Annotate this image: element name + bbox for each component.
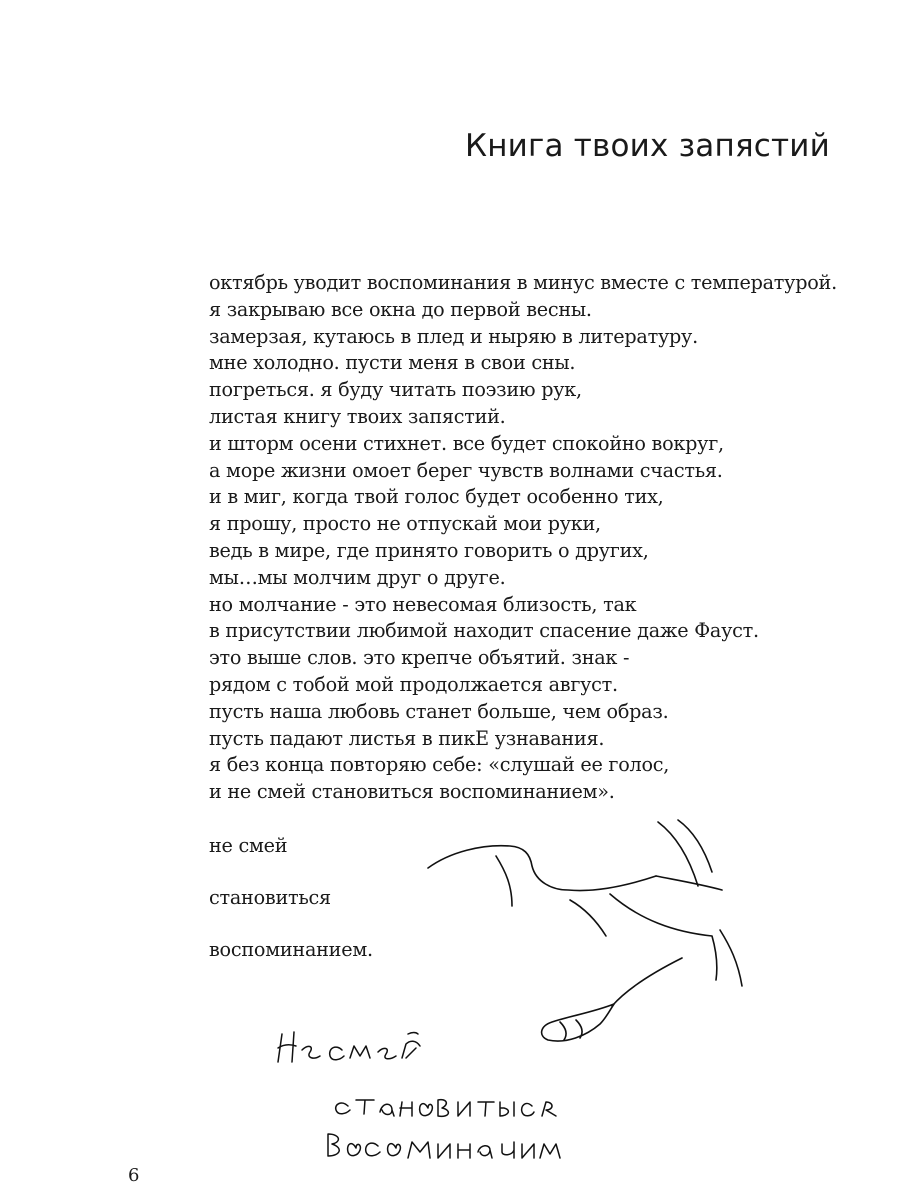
eye-stroke xyxy=(570,900,606,936)
poem-line: мне холодно. пусти меня в свои сны. xyxy=(209,351,576,375)
page-number: 6 xyxy=(128,1165,140,1186)
coda-line: становиться xyxy=(209,886,331,909)
cheek-stroke xyxy=(496,856,512,906)
page-title: Книга твоих запястий xyxy=(465,128,830,164)
poem-line: а море жизни омоет берег чувств волнами счастья. xyxy=(209,458,723,482)
poem-body xyxy=(209,270,869,806)
handwritten-line-3 xyxy=(328,1134,560,1158)
coda-line: не смей xyxy=(209,834,288,857)
poem-line: пусть падают листья в пикЕ узнавания. xyxy=(209,726,605,750)
poem-line: это выше слов. это крепче объятий. знак - xyxy=(209,646,630,670)
poem-line: я прошу, просто не отпускай мои руки, xyxy=(209,512,601,536)
handwritten-note xyxy=(270,1022,570,1172)
neck-stroke xyxy=(612,958,682,1006)
poem-line: пусть наша любовь станет больше, чем образ. xyxy=(209,699,669,723)
poem-line: ведь в мире, где принято говорить о других, xyxy=(209,538,649,562)
poem-line: замерзая, кутаюсь в плед и ныряю в литературу. xyxy=(209,324,698,348)
poem-line: и в миг, когда твой голос будет особенно тих, xyxy=(209,485,664,509)
poem-line: я закрываю все окна до первой весны. xyxy=(209,297,592,321)
poem-line: октябрь уводит воспоминания в минус вместе с температурой. xyxy=(209,271,837,294)
shoulder-stroke xyxy=(720,930,742,986)
handwritten-line-1 xyxy=(278,1032,420,1062)
poem-line: в присутствии любимой находит спасение даже Фауст. xyxy=(209,619,759,643)
handwriting-drawing xyxy=(270,1022,570,1172)
poem-line: рядом с тобой мой продолжается август. xyxy=(209,672,618,696)
poem-line: погреться. я буду читать поэзию рук, xyxy=(209,378,582,402)
poem-line: но молчание - это невесомая близость, так xyxy=(209,592,637,616)
handwritten-line-2 xyxy=(336,1100,556,1117)
poem-line: и шторм осени стихнет. все будет спокойно вокруг, xyxy=(209,431,724,455)
poem-line: листая книгу твоих запястий. xyxy=(209,404,506,428)
coda-stanza xyxy=(209,831,373,987)
finger-stroke xyxy=(576,1020,582,1038)
hair-stroke xyxy=(656,876,722,890)
poem-line: мы…мы молчим друг о друге. xyxy=(209,565,506,589)
coda-line: воспоминанием. xyxy=(209,938,373,961)
face-profile-stroke xyxy=(428,846,656,891)
hair-stroke xyxy=(678,820,712,872)
poem-line: и не смей становиться воспоминанием». xyxy=(209,780,615,804)
hair-stroke xyxy=(658,822,698,886)
sleeping-face-sketch xyxy=(420,810,750,1050)
poem-line: я без конца повторяю себе: «слушай ее голос, xyxy=(209,753,670,777)
